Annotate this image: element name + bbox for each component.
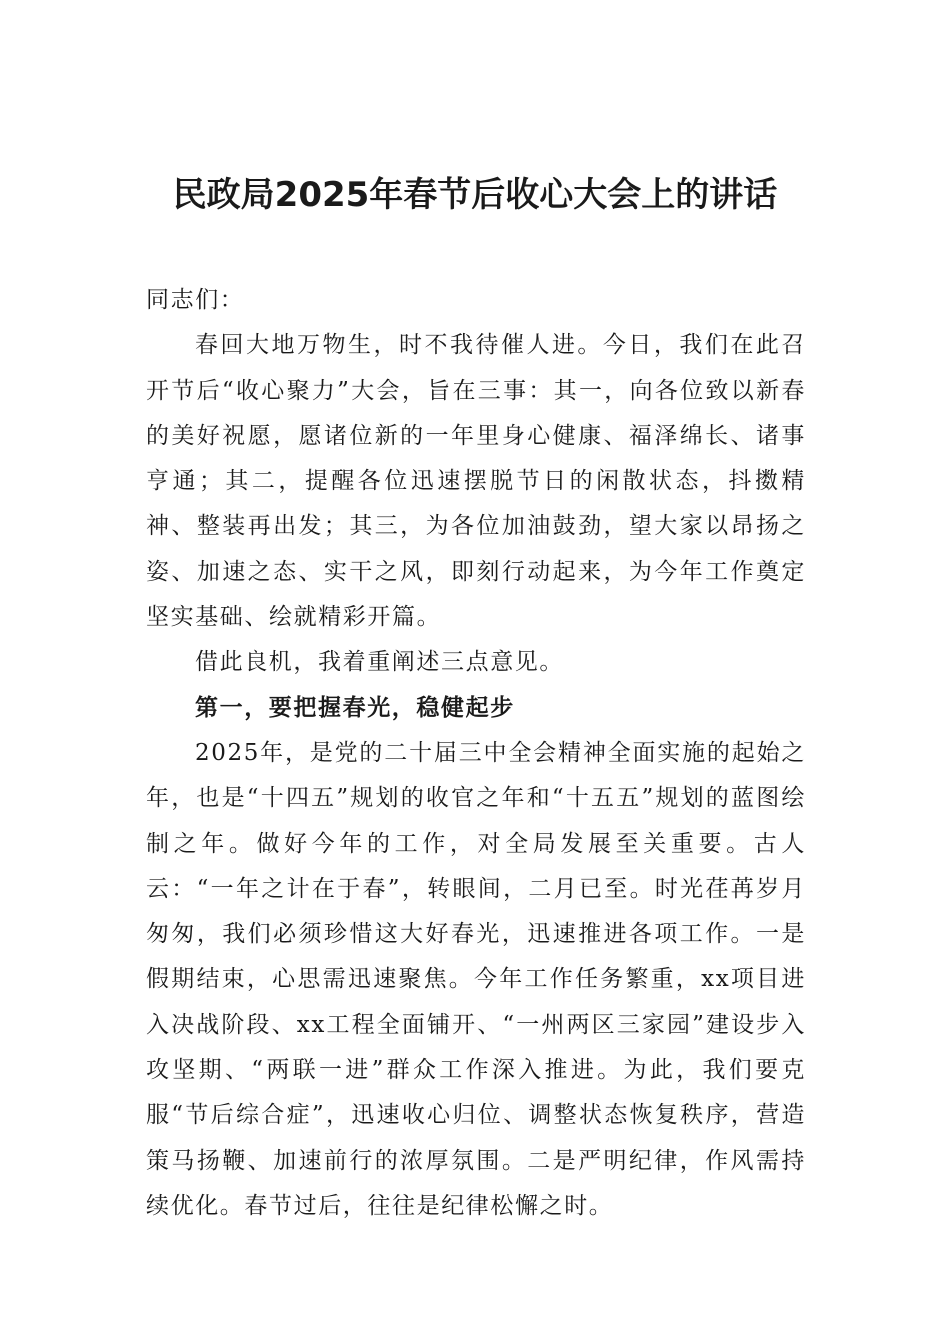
paragraph-opening: 春回大地万物生，时不我待催人进。今日，我们在此召开节后“收心聚力”大会，旨在三事：其一，向各位致以新春的美好祝愿，愿诸位新的一年里身心健康、福泽绵长、诸事亨通；其二，提醒各位迅速摆脱节日的闲散状态，抖擞精神、整装再出发；其三，为各位加油鼓劲，望大家以昂扬之姿、加速之态、实干之风，即刻行动起来，为今年工作奠定坚实基础、绘就精彩开篇。	[146, 332, 806, 631]
paragraph-intro: 借此良机，我着重阐述三点意见。	[195, 649, 564, 676]
document-body	[146, 278, 806, 1229]
paragraph-section-one: 2025年，是党的二十届三中全会精神全面实施的起始之年，也是“十四五”规划的收官之年和“十五五”规划的蓝图绘制之年。做好今年的工作，对全局发展至关重要。古人云：“一年之计在于春”，转眼间，二月已至。时光荏苒岁月匆匆，我们必须珍惜这大好春光，迅速推进各项工作。一是假期结束，心思需迅速聚焦。今年工作任务繁重，xx项目进入决战阶段、xx工程全面铺开、“一州两区三家园”建设步入攻坚期、“两联一进”群众工作深入推进。为此，我们要克服“节后综合症”，迅速收心归位、调整状态恢复秩序，营造策马扬鞭、加速前行的浓厚氛围。二是严明纪律，作风需持续优化。春节过后，往往是纪律松懈之时。	[146, 739, 806, 1219]
section-heading: 第一，要把握春光，稳健起步	[195, 694, 515, 721]
salutation: 同志们：	[146, 287, 245, 313]
document-title: 民政局2025年春节后收心大会上的讲话	[172, 175, 778, 215]
